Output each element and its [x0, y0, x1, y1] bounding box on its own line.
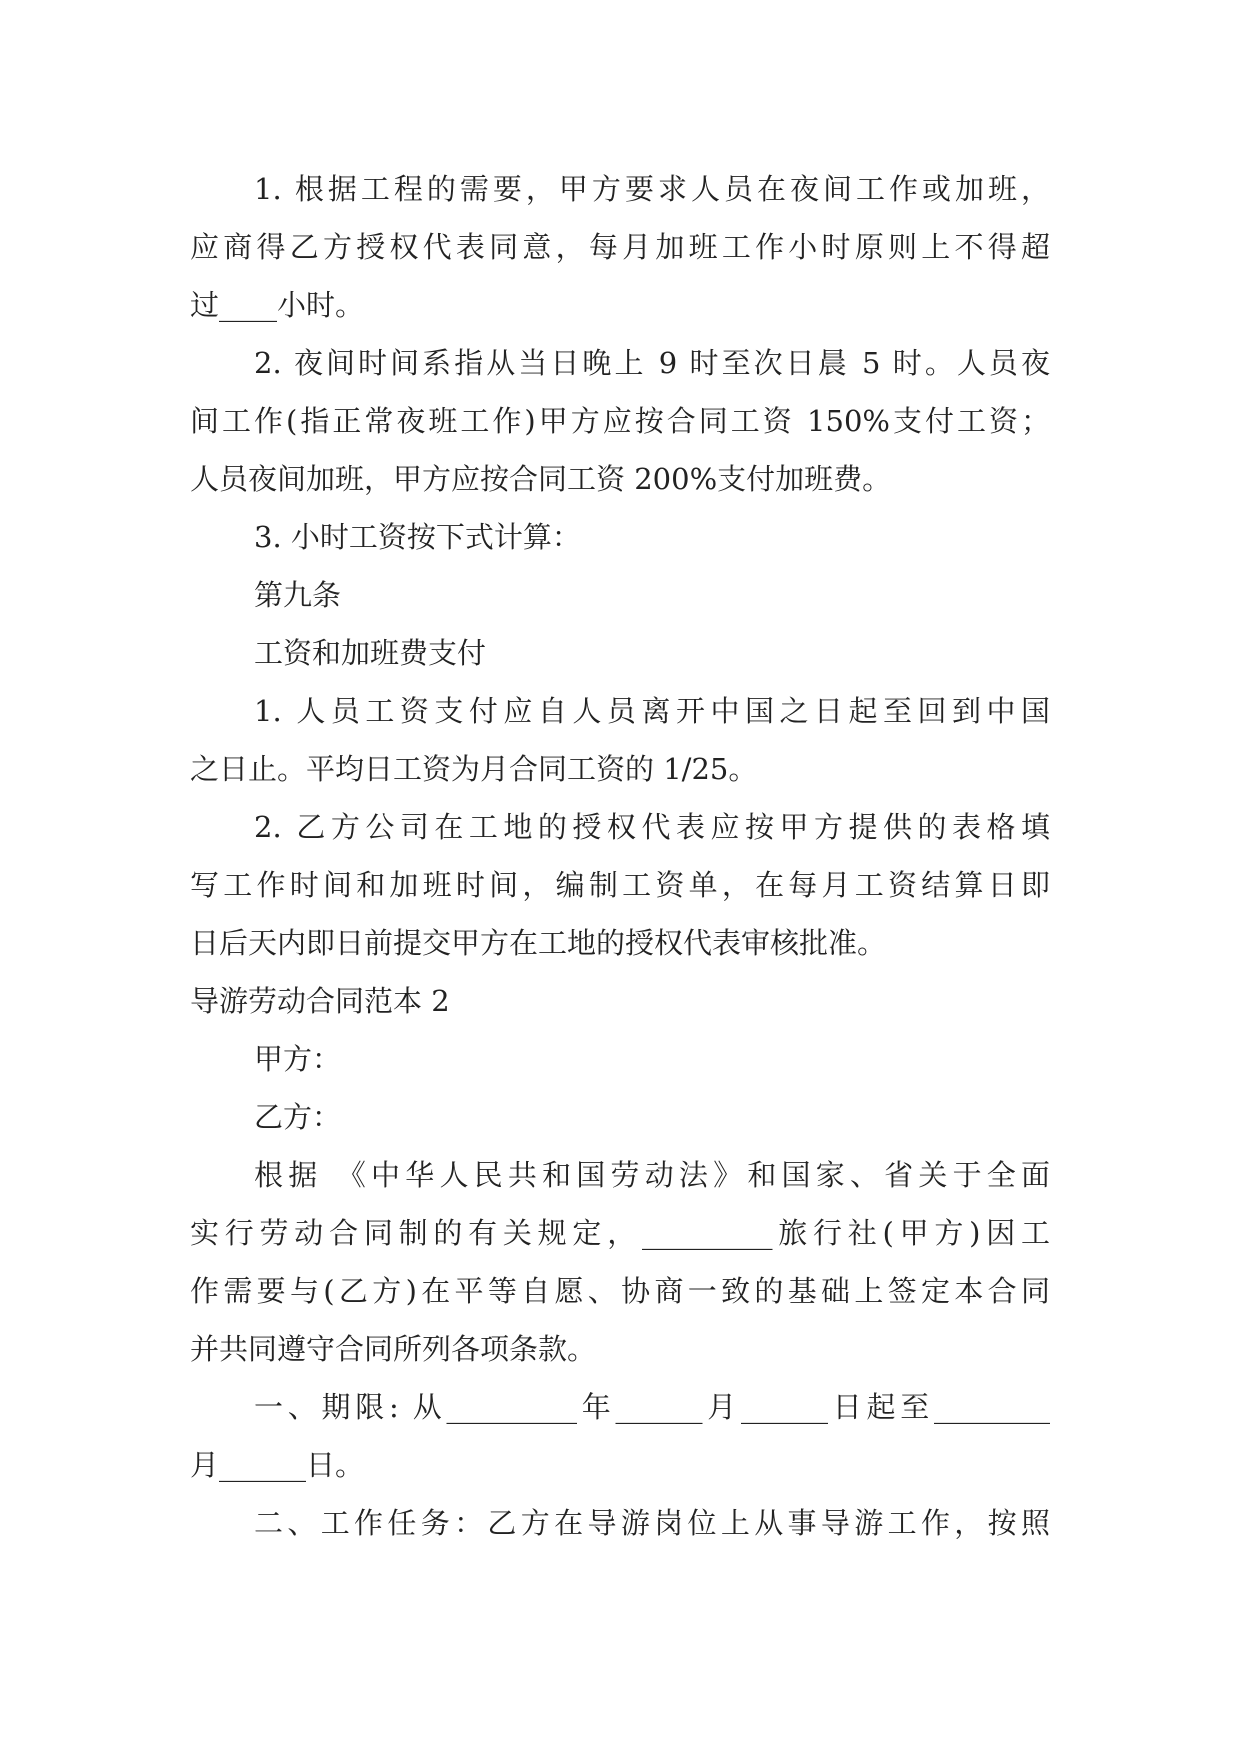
paragraph-line: 2. 乙方公司在工地的授权代表应按甲方提供的表格填	[254, 810, 1050, 844]
paragraph-line: 二、工作任务：乙方在导游岗位上从事导游工作，按照	[254, 1506, 1050, 1540]
paragraph-line: 1. 根据工程的需要，甲方要求人员在夜间工作或加班，	[254, 172, 1050, 206]
paragraph-line: 一、期限: 从_________年______月______日起至________	[254, 1390, 1050, 1424]
party-a-label: 甲方：	[254, 1042, 342, 1076]
paragraph-line: 间工作(指正常夜班工作)甲方应按合同工资 150%支付工资；	[190, 404, 1050, 438]
paragraph-line: 写工作时间和加班时间，编制工资单，在每月工资结算日即	[190, 868, 1050, 902]
paragraph-line: 应商得乙方授权代表同意，每月加班工作小时原则上不得超	[190, 230, 1050, 264]
paragraph-line: 1. 人员工资支付应自人员离开中国之日起至回到中国	[254, 694, 1050, 728]
paragraph-line: 3. 小时工资按下式计算：	[254, 520, 581, 554]
section-heading: 工资和加班费支付	[254, 636, 487, 670]
paragraph-line: 月______日。	[190, 1448, 365, 1482]
paragraph-line: 之日止。平均日工资为月合同工资的 1/25。	[190, 752, 758, 786]
paragraph-line: 作需要与(乙方)在平等自愿、协商一致的基础上签定本合同	[190, 1274, 1050, 1308]
paragraph-line: 日后天内即日前提交甲方在工地的授权代表审核批准。	[190, 926, 887, 960]
paragraph-line: 并共同遵守合同所列各项条款。	[190, 1332, 597, 1366]
paragraph-line: 过____小时。	[190, 288, 365, 322]
paragraph-line: 根据 《中华人民共和国劳动法》和国家、省关于全面	[254, 1158, 1050, 1192]
section-heading: 第九条	[254, 578, 342, 612]
paragraph-line: 2. 夜间时间系指从当日晚上 9 时至次日晨 5 时。人员夜	[254, 346, 1050, 380]
document-title: 导游劳动合同范本 2	[190, 984, 450, 1018]
paragraph-line: 人员夜间加班，甲方应按合同工资 200%支付加班费。	[190, 462, 892, 496]
document-body	[190, 160, 1050, 1552]
party-b-label: 乙方：	[254, 1100, 342, 1134]
paragraph-line: 实行劳动合同制的有关规定，_________旅行社(甲方)因工	[190, 1216, 1050, 1250]
